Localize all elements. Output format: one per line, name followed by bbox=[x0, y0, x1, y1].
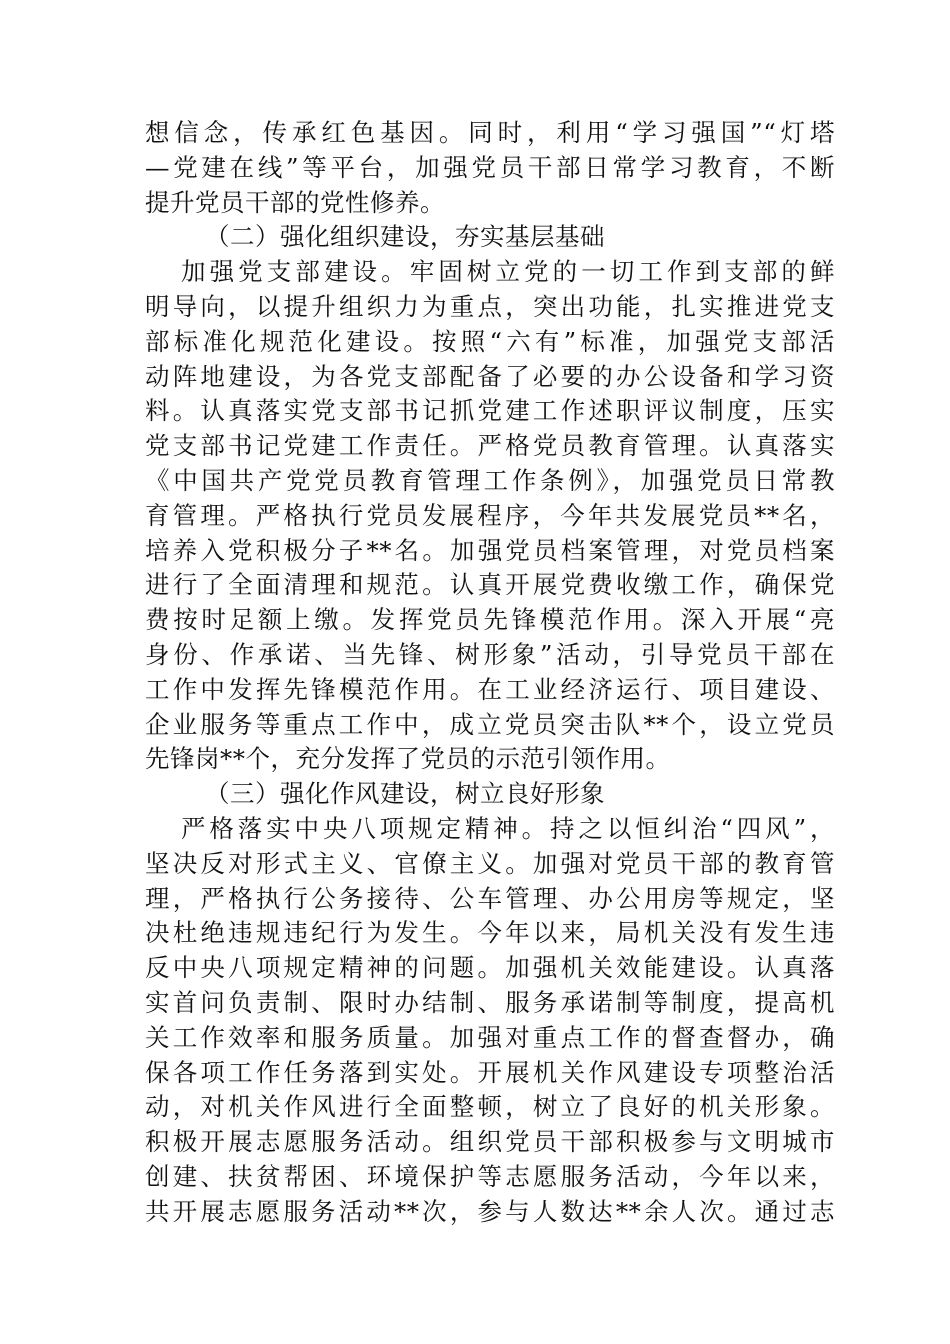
text-line: 明导向，以提升组织力为重点，突出功能，扎实推进党支 bbox=[145, 291, 835, 321]
text-line: 动，对机关作风进行全面整顿，树立了良好的机关形象。 bbox=[145, 1092, 835, 1122]
text-line: 料。认真落实党支部书记抓党建工作述职评议制度，压实 bbox=[145, 396, 835, 426]
text-line: 企业服务等重点工作中，成立党员突击队**个，设立党员 bbox=[145, 709, 835, 739]
paragraph-first-line: 严格落实中央八项规定精神。持之以恒纠治“四风”， bbox=[181, 813, 835, 843]
text-line: 工作中发挥先锋模范作用。在工业经济运行、项目建设、 bbox=[145, 674, 835, 704]
document-page bbox=[145, 116, 835, 1230]
text-line: 共开展志愿服务活动**次，参与人数达**余人次。通过志 bbox=[145, 1196, 835, 1226]
text-line: 提升党员干部的党性修养。 bbox=[145, 187, 445, 217]
text-line: 想信念，传承红色基因。同时，利用“学习强国”“灯塔 bbox=[145, 118, 835, 147]
text-line: 理，严格执行公务接待、公车管理、办公用房等规定，坚 bbox=[145, 883, 835, 913]
text-line: 决杜绝违规违纪行为发生。今年以来，局机关没有发生违 bbox=[145, 918, 835, 948]
text-line: 反中央八项规定精神的问题。加强机关效能建设。认真落 bbox=[145, 953, 835, 983]
text-line: 实首问负责制、限时办结制、服务承诺制等制度，提高机 bbox=[145, 987, 835, 1017]
text-line: 先锋岗**个，充分发挥了党员的示范引领作用。 bbox=[145, 744, 671, 774]
text-line: —党建在线”等平台，加强党员干部日常学习教育，不断 bbox=[145, 152, 835, 182]
text-line: 培养入党积极分子**名。加强党员档案管理，对党员档案 bbox=[145, 535, 835, 565]
section-heading: （二）强化组织建设，夯实基层基础 bbox=[205, 222, 605, 252]
text-line: 党支部书记党建工作责任。严格党员教育管理。认真落实 bbox=[145, 431, 835, 461]
text-line: 动阵地建设，为各党支部配备了必要的办公设备和学习资 bbox=[145, 361, 835, 391]
text-line: 保各项工作任务落到实处。开展机关作风建设专项整治活 bbox=[145, 1057, 835, 1087]
text-line: 关工作效率和服务质量。加强对重点工作的督查督办，确 bbox=[145, 1022, 835, 1052]
text-line: 育管理。严格执行党员发展程序，今年共发展党员**名， bbox=[145, 500, 835, 530]
text-line: 《中国共产党党员教育管理工作条例》，加强党员日常教 bbox=[145, 465, 835, 495]
text-line: 积极开展志愿服务活动。组织党员干部积极参与文明城市 bbox=[145, 1127, 835, 1157]
text-line: 部标准化规范化建设。按照“六有”标准，加强党支部活 bbox=[145, 326, 835, 356]
text-line: 创建、扶贫帮困、环境保护等志愿服务活动，今年以来， bbox=[145, 1161, 835, 1191]
paragraph-first-line: 加强党支部建设。牢固树立党的一切工作到支部的鲜 bbox=[181, 257, 835, 287]
section-heading: （三）强化作风建设，树立良好形象 bbox=[205, 779, 605, 809]
text-line: 费按时足额上缴。发挥党员先锋模范作用。深入开展“亮 bbox=[145, 605, 835, 635]
text-line: 身份、作承诺、当先锋、树形象”活动，引导党员干部在 bbox=[145, 639, 835, 669]
text-line: 坚决反对形式主义、官僚主义。加强对党员干部的教育管 bbox=[145, 848, 835, 878]
text-line: 进行了全面清理和规范。认真开展党费收缴工作，确保党 bbox=[145, 570, 835, 600]
